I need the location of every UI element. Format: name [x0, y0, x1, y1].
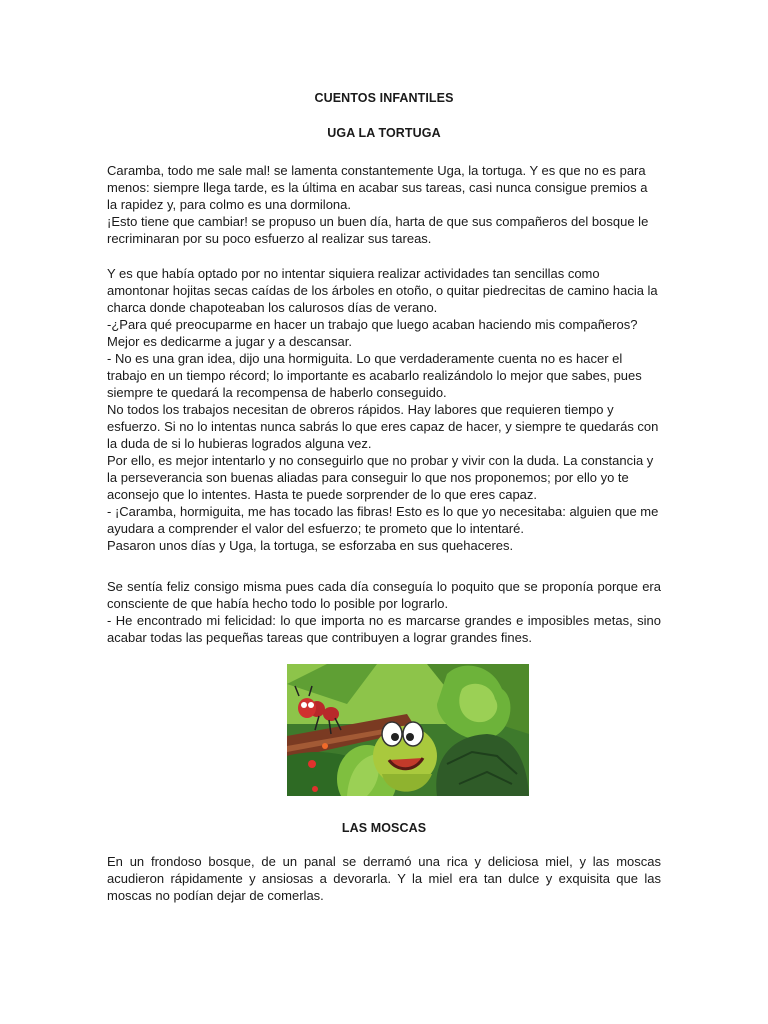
paragraph-line: -¿Para qué preocuparme en hacer un trabajo que luego acaban haciendo mis compañeros? Mejor es dedicarme a jugar y a descansar. — [107, 317, 638, 349]
turtle-and-ant-illustration — [287, 664, 529, 796]
story-paragraph — [107, 578, 661, 646]
paragraph-line: En un frondoso bosque, de un panal se derramó una rica y deliciosa miel, y las moscas acudieron rápidamente y ansiosas a devorarla. Y la miel era tan dulce y exquisita que las moscas no podían dejar de comerlas. — [107, 854, 661, 903]
story-title-uga: UGA LA TORTUGA — [327, 126, 441, 140]
document-heading: CUENTOS INFANTILES — [314, 91, 454, 105]
paragraph-line: Caramba, todo me sale mal! se lamenta constantemente Uga, la tortuga. Y es que no es para menos: siempre llega tarde, es la última en acabar sus tareas, casi nunca consigue premios a la rapidez y, para colmo es una dormilona. — [107, 163, 648, 212]
paragraph-line: - He encontrado mi felicidad: lo que importa no es marcarse grandes e imposibles metas, sino acabar todas las pequeñas tareas que contribuyen a lograr grandes fines. — [107, 613, 661, 645]
paragraph-line: Se sentía feliz consigo misma pues cada día conseguía lo poquito que se proponía porque era consciente de que había hecho todo lo posible por lograrlo. — [107, 579, 661, 611]
paragraph-line: Pasaron unos días y Uga, la tortuga, se esforzaba en sus quehaceres. — [107, 538, 514, 553]
story-paragraph — [107, 265, 661, 554]
paragraph-line: Por ello, es mejor intentarlo y no conseguirlo que no probar y vivir con la duda. La constancia y la perseverancia son buenas aliadas para conseguir lo que nos proponemos; por ello yo te aconsejo que lo intentes. Hasta te puede sorprender de lo que eres capaz. — [107, 453, 654, 502]
paragraph-line: ¡Esto tiene que cambiar! se propuso un buen día, harta de que sus compañeros del bosque le recriminaran por su poco esfuerzo al realizar sus tareas. — [107, 214, 649, 246]
paragraph-line: No todos los trabajos necesitan de obreros rápidos. Hay labores que requieren tiempo y esfuerzo. Si no lo intentas nunca sabrás lo que eres capaz de hacer, y siempre te quedarás con la duda de si lo hubieras logrados alguna vez. — [107, 402, 659, 451]
story-title-moscas: LAS MOSCAS — [341, 821, 427, 835]
story-paragraph — [107, 853, 661, 904]
story-paragraph — [107, 162, 661, 247]
paragraph-line: - ¡Caramba, hormiguita, me has tocado las fibras! Esto es lo que yo necesitaba: alguien que me ayudara a comprender el valor del esfuerzo; te prometo que lo intentaré. — [107, 504, 659, 536]
paragraph-line: - No es una gran idea, dijo una hormiguita. Lo que verdaderamente cuenta no es hacer el trabajo en un tiempo récord; lo importante es acabarlo realizándolo lo mejor que sabes, pues siempre te quedará la recompensa de haberlo conseguido. — [107, 351, 642, 400]
paragraph-line: Y es que había optado por no intentar siquiera realizar actividades tan sencillas como amontonar hojitas secas caídas de los árboles en otoño, o quitar piedrecitas de camino hacia la charca donde chapoteaban los calurosos días de verano. — [107, 266, 658, 315]
